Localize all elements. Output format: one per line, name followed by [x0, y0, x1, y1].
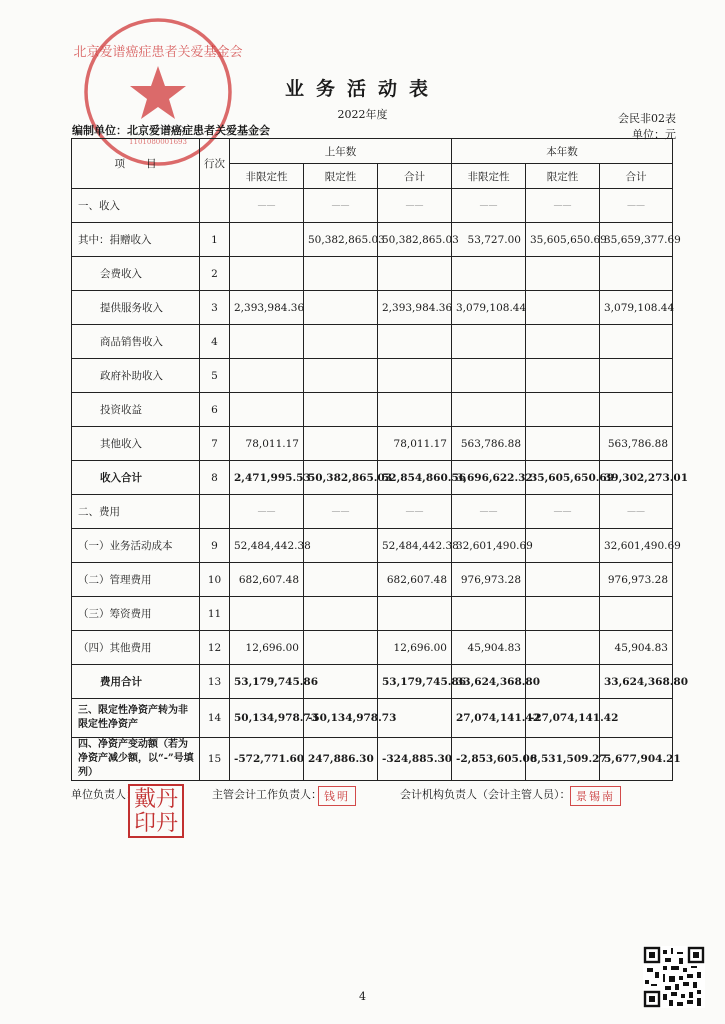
table-cell: ——	[600, 495, 673, 529]
table-cell: 976,973.28	[600, 563, 673, 597]
unit-head-label: 单位负责人：	[71, 788, 137, 801]
table-cell: 33,624,368.80	[600, 665, 673, 699]
table-cell: 682,607.48	[230, 563, 304, 597]
accounting-org-head-label: 会计机构负责人（会计主管人员）：	[400, 788, 571, 801]
table-row	[72, 359, 673, 393]
row-label: 其中：捐赠收入	[72, 223, 200, 257]
row-line-no: 8	[200, 461, 230, 495]
table-cell: 53,179,745.86	[378, 665, 452, 699]
row-label: 投资收益	[72, 393, 200, 427]
table-cell: -2,853,605.06	[452, 738, 526, 781]
table-row	[72, 291, 673, 325]
table-cell: 35,605,650.69	[526, 461, 600, 495]
table-cell	[304, 427, 378, 461]
report-year: 2022年度	[337, 108, 388, 121]
table-cell	[378, 359, 452, 393]
header-item: 项 目	[72, 139, 200, 189]
row-label: 费用合计	[72, 665, 200, 699]
table-cell: ——	[526, 495, 600, 529]
table-cell: 39,302,273.01	[600, 461, 673, 495]
table-cell: ——	[600, 189, 673, 223]
table-cell	[378, 393, 452, 427]
header-curr-restricted: 限定性	[526, 164, 600, 189]
row-label: （二）管理费用	[72, 563, 200, 597]
table-cell: 78,011.17	[230, 427, 304, 461]
table-cell: 5,677,904.21	[600, 738, 673, 781]
row-line-no	[200, 189, 230, 223]
table-cell	[526, 631, 600, 665]
table-cell: ——	[304, 189, 378, 223]
row-label: （一）业务活动成本	[72, 529, 200, 563]
form-number: 会民非02表	[618, 112, 676, 125]
table-cell: ——	[230, 189, 304, 223]
table-row	[72, 665, 673, 699]
accounting-head-signature: 钱明	[318, 786, 356, 806]
table-cell: 12,696.00	[378, 631, 452, 665]
row-line-no: 9	[200, 529, 230, 563]
header-prev-total: 合计	[378, 164, 452, 189]
activity-statement-table	[71, 138, 689, 781]
table-cell	[304, 529, 378, 563]
table-cell	[304, 597, 378, 631]
table-cell	[452, 325, 526, 359]
table-cell	[600, 325, 673, 359]
table-cell: 12,696.00	[230, 631, 304, 665]
table-row	[72, 325, 673, 359]
table-cell: 247,886.30	[304, 738, 378, 781]
row-label: 会费收入	[72, 257, 200, 291]
table-row	[72, 257, 673, 291]
table-cell	[526, 597, 600, 631]
row-label: 其他收入	[72, 427, 200, 461]
table-cell: ——	[526, 189, 600, 223]
table-cell: 563,786.88	[600, 427, 673, 461]
table-cell: -27,074,141.42	[526, 699, 600, 738]
table-cell: 563,786.88	[452, 427, 526, 461]
row-line-no: 3	[200, 291, 230, 325]
table-cell: 32,601,490.69	[452, 529, 526, 563]
table-cell: ——	[452, 495, 526, 529]
table-row	[72, 461, 673, 495]
page-title: 业务活动表	[284, 78, 440, 100]
table-cell: 52,484,442.38	[230, 529, 304, 563]
row-line-no: 13	[200, 665, 230, 699]
table-cell: -50,134,978.73	[304, 699, 378, 738]
table-row	[72, 563, 673, 597]
table-cell: 53,727.00	[452, 223, 526, 257]
table-cell	[452, 359, 526, 393]
currency-unit: 单位：元	[632, 128, 676, 141]
row-label: 三、限定性净资产转为非限定性净资产	[72, 699, 200, 738]
table-cell	[230, 597, 304, 631]
table-cell	[600, 359, 673, 393]
row-label: （四）其他费用	[72, 631, 200, 665]
table-row	[72, 393, 673, 427]
row-label: 收入合计	[72, 461, 200, 495]
table-cell	[230, 359, 304, 393]
table-cell	[452, 257, 526, 291]
row-line-no: 10	[200, 563, 230, 597]
table-cell: 35,659,377.69	[600, 223, 673, 257]
table-cell: 3,079,108.44	[452, 291, 526, 325]
table-cell: 2,471,995.53	[230, 461, 304, 495]
table-cell: 2,393,984.36	[230, 291, 304, 325]
table-cell: 3,079,108.44	[600, 291, 673, 325]
header-prev-unrestricted: 非限定性	[230, 164, 304, 189]
table-cell	[304, 563, 378, 597]
table-cell: -324,885.30	[378, 738, 452, 781]
header-curr-unrestricted: 非限定性	[452, 164, 526, 189]
table-row	[72, 699, 673, 738]
table-cell	[526, 393, 600, 427]
table-cell: 50,134,978.73	[230, 699, 304, 738]
svg-text:北京爱谱癌症患者关爱基金会: 北京爱谱癌症患者关爱基金会	[73, 45, 243, 60]
table-row	[72, 189, 673, 223]
table-row	[72, 427, 673, 461]
table-cell: ——	[230, 495, 304, 529]
table-cell: 3,696,622.32	[452, 461, 526, 495]
unit-head-seal: 戴丹 印丹	[128, 784, 184, 838]
row-line-no: 1	[200, 223, 230, 257]
table-cell	[378, 597, 452, 631]
table-cell	[230, 393, 304, 427]
table-cell	[304, 291, 378, 325]
table-cell: ——	[452, 189, 526, 223]
row-line-no: 15	[200, 738, 230, 781]
table-cell	[526, 257, 600, 291]
table-cell	[526, 563, 600, 597]
table-cell: 976,973.28	[452, 563, 526, 597]
table-row	[72, 597, 673, 631]
table-cell: 2,393,984.36	[378, 291, 452, 325]
row-label: 商品销售收入	[72, 325, 200, 359]
table-cell: 682,607.48	[378, 563, 452, 597]
header-prev-restricted: 限定性	[304, 164, 378, 189]
table-cell: 52,484,442.38	[378, 529, 452, 563]
table-cell: 33,624,368.80	[452, 665, 526, 699]
table-cell: 45,904.83	[600, 631, 673, 665]
table-cell: 35,605,650.69	[526, 223, 600, 257]
table-cell	[378, 325, 452, 359]
table-row	[72, 223, 673, 257]
table-cell	[230, 325, 304, 359]
table-row	[72, 738, 673, 781]
table-cell: 78,011.17	[378, 427, 452, 461]
accounting-org-head-signature: 景锡南	[570, 786, 621, 806]
table-cell: 50,382,865.03	[304, 223, 378, 257]
table-cell: 8,531,509.27	[526, 738, 600, 781]
row-label: 政府补助收入	[72, 359, 200, 393]
table-cell	[452, 597, 526, 631]
row-line-no: 14	[200, 699, 230, 738]
table-cell	[600, 393, 673, 427]
table-cell	[600, 257, 673, 291]
table-cell	[526, 529, 600, 563]
row-label: 一、收入	[72, 189, 200, 223]
table-row	[72, 529, 673, 563]
table-cell	[230, 257, 304, 291]
table-cell	[526, 427, 600, 461]
table-row	[72, 631, 673, 665]
table-cell: ——	[378, 495, 452, 529]
reporting-organization: 编制单位：北京爱谱癌症患者关爱基金会	[72, 124, 270, 137]
header-curr-total: 合计	[600, 164, 673, 189]
table-cell	[526, 359, 600, 393]
table-cell	[526, 325, 600, 359]
table-body	[72, 189, 689, 781]
table-cell: 53,179,745.86	[230, 665, 304, 699]
table-cell	[600, 597, 673, 631]
header-curr-year: 本年数	[452, 139, 673, 164]
header-line-no: 行次	[200, 139, 230, 189]
row-line-no: 7	[200, 427, 230, 461]
table-cell	[304, 325, 378, 359]
row-line-no	[200, 495, 230, 529]
table-cell	[304, 631, 378, 665]
table-cell	[304, 257, 378, 291]
svg-text:1101080001693: 1101080001693	[129, 138, 187, 146]
table-cell: -572,771.60	[230, 738, 304, 781]
header-prev-year: 上年数	[230, 139, 452, 164]
table-cell	[526, 291, 600, 325]
row-label: 二、费用	[72, 495, 200, 529]
table-row	[72, 495, 673, 529]
table-cell: 52,854,860.56	[378, 461, 452, 495]
row-line-no: 12	[200, 631, 230, 665]
table-cell	[378, 257, 452, 291]
row-line-no: 6	[200, 393, 230, 427]
accounting-head-label: 主管会计工作负责人：	[212, 788, 322, 801]
table-cell	[452, 393, 526, 427]
page-number: 4	[359, 990, 366, 1003]
table-cell	[304, 359, 378, 393]
table-cell	[230, 223, 304, 257]
table-cell: 45,904.83	[452, 631, 526, 665]
row-line-no: 2	[200, 257, 230, 291]
row-line-no: 11	[200, 597, 230, 631]
row-label: 提供服务收入	[72, 291, 200, 325]
row-label: 四、净资产变动额（若为净资产减少额，以“-”号填列）	[72, 738, 200, 781]
row-label: （三）筹资费用	[72, 597, 200, 631]
table-cell: 32,601,490.69	[600, 529, 673, 563]
table-cell: 50,382,865.03	[378, 223, 452, 257]
table-cell: 50,382,865.03	[304, 461, 378, 495]
row-line-no: 5	[200, 359, 230, 393]
table-cell: 27,074,141.42	[452, 699, 526, 738]
table-cell: ——	[378, 189, 452, 223]
row-line-no: 4	[200, 325, 230, 359]
table-cell	[304, 393, 378, 427]
table-cell: ——	[304, 495, 378, 529]
